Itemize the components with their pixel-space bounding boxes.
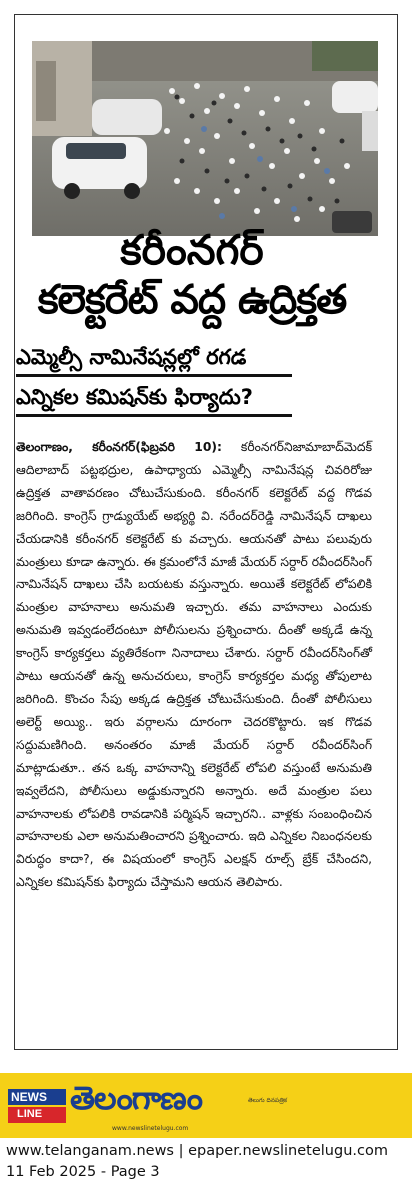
subhead-divider-1 <box>16 374 292 377</box>
telanganam-logo-url: www.newslinetelugu.com <box>112 1125 189 1132</box>
footer-band <box>0 1073 412 1138</box>
newsline-logo-text-2: LINE <box>17 1108 43 1120</box>
headline-line2: కలెక్టరేట్ వద్ద ఉద్రిక్తత <box>37 277 347 323</box>
telanganam-logo-text: తెలంగాణం <box>70 1079 202 1117</box>
article-photo <box>32 41 378 236</box>
subhead-line1: ఎమ్మెల్సీ నామినేషన్లల్లో రగడ <box>16 345 247 369</box>
newsline-logo-text-1: NEWS <box>11 1090 47 1104</box>
telanganam-logo-tagline: తెలుగు దినపత్రిక <box>248 1097 288 1104</box>
headline-line1: కరీంనగర్ <box>120 226 264 274</box>
footer-date-page: 11 Feb 2025 - Page 3 <box>6 1164 160 1180</box>
article-dateline: తెలంగాణం, కరీంనగర్(ఫిబ్రవరి 10): <box>16 440 222 454</box>
subhead-divider-2 <box>16 414 292 417</box>
subhead-line2: ఎన్నికల కమిషన్‌కు ఫిర్యాదు? <box>16 385 253 409</box>
newsline-logo[interactable] <box>8 1089 66 1123</box>
footer-website-links[interactable]: www.telanganam.news | epaper.newslinetelugu.com <box>6 1143 388 1159</box>
article-body-text: కరీంనగర్‌నిజామాబాద్‌మెదక్‌ ఆదిలాబాద్ పట్టభద్రుల, ఉపాధ్యాయ ఎమ్మెల్సీ నామినేషన్ల చివరిరోజు ఉద్రిక్తత వాతావరణం చోటుచేసుకుంది. కరీంనగర్ కలెక్టరేట్ వద్ద గొడవ జరిగింది. కాంగ్రెస్ గ్రాడ్యుయేట్ అభ్యర్థి వి. నరేందర్‌రెడ్డి నామినేషన్ దాఖలు చేయడానికి కరీంనగర్ కలెక్టరేట్ కు వచ్చారు. ఆయనతో పాటు పలువురు మంత్రులు కూడా ఉన్నారు. ఈ క్రమంలోనే మాజీ మేయర్ సర్దార్ రవీందర్‌సింగ్ నామినేషన్ దాఖలు చేసి బయటకు వస్తున్నారు. అయితే కలెక్టరేట్ లోపలికి మంత్రుల వాహనాలు అనుమతి ఇచ్చారు. తమ వాహనాలు ఎందుకు అనుమతి ఇవ్వడంలేదంటూ పోలీసులను ప్రశ్నించారు. దీంతో అక్కడే ఉన్న కాంగ్రెస్ కార్యకర్తలు వ్యతిరేకంగా నినాదాలు చేశారు. సర్దార్ రవీందర్‌సింగ్‌తో పాటు ఆయనతో ఉన్న అనుచరులు, కాంగ్రెస్ కార్యకర్తల మధ్య తోపులాట జరిగింది. కొంచం సేపు అక్కడ ఉద్రిక్తత చోటుచేసుకుంది. దీంతో పోలీసులు అలెర్ట్ అయ్యి.. ఇరు వర్గాలను దూరంగా చెదరకొట్టారు. ఇక గొడవ సద్దుమణిగింది. అనంతరం మాజీ మేయర్ సర్దార్ రవీందర్‌సింగ్ మాట్లాడుతూ.. తన ఒక్క వాహనాన్ని కలెక్టరేట్ లోపలి వస్తుంటే అనుమతి ఇవ్వలేదని, పోలీసులు అడ్డుకున్నారని అన్నారు. అదే మంత్రుల పలు వాహనాలకు లోపలికి రావడానికి పర్మిషన్ ఇచ్చారని.. వాళ్లకు సంబంధించిన వాహనాలకు ఎలా అనుమతించారని ప్రశ్నించారు. ఇది ఎన్నికల నిబంధనలకు విరుద్ధం కాదా?, ఈ విషయంలో కాంగ్రెస్ ఎలక్షన్ రూల్స్ బ్రేక్ చేసిందని, ఎన్నికల కమిషన్‌కు ఫిర్యాదు చేస్తామని ఆయన తెలిపారు. <box>16 440 372 890</box>
article-body <box>16 436 372 894</box>
